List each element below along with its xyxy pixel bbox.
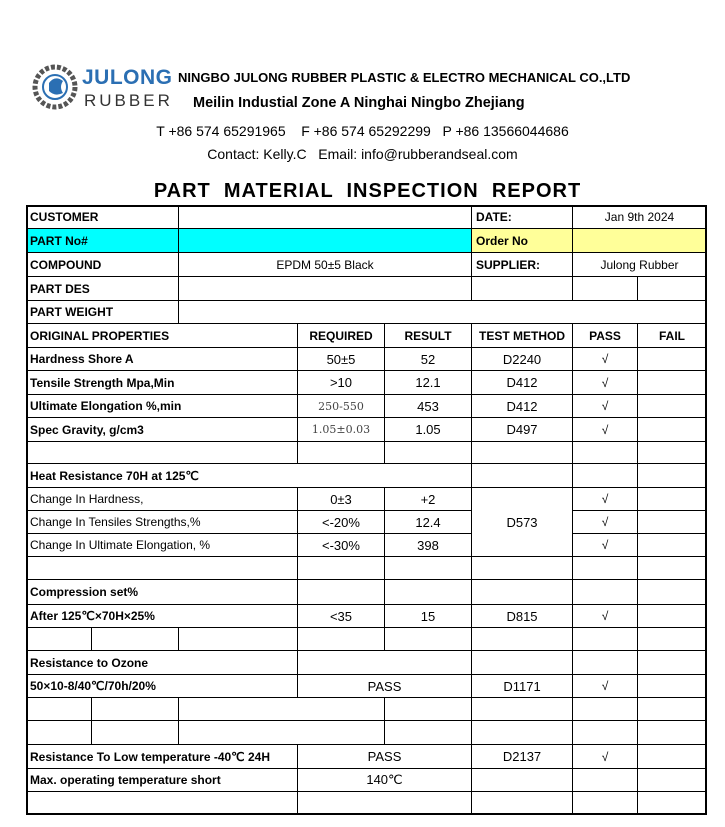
empty-cell xyxy=(573,628,638,651)
brand-name: JULONG xyxy=(82,66,173,89)
heat-elongation-required: <-30% xyxy=(298,534,385,557)
elongation-required: 250-550 xyxy=(298,395,385,418)
empty-cell xyxy=(26,721,92,745)
empty-cell xyxy=(472,792,573,815)
empty-cell xyxy=(573,442,638,464)
empty-cell xyxy=(573,651,638,675)
company-address: Meilin Industial Zone A Ninghai Ningbo Zhejiang xyxy=(193,95,525,111)
empty-cell xyxy=(385,442,472,464)
empty-cell xyxy=(26,628,92,651)
empty-cell xyxy=(638,442,707,464)
empty-cell xyxy=(638,277,707,301)
ozone-pass: √ xyxy=(573,675,638,698)
empty-cell xyxy=(179,628,298,651)
heat-elongation-fail xyxy=(638,534,707,557)
empty-cell xyxy=(472,580,573,605)
gravity-pass: √ xyxy=(573,418,638,442)
heat-hardness-fail xyxy=(638,488,707,511)
ozone-method: D1171 xyxy=(472,675,573,698)
empty-cell xyxy=(472,721,573,745)
ozone-name: 50×10-8/40℃/70h/20% xyxy=(26,675,298,698)
col-properties: ORIGINAL PROPERTIES xyxy=(26,324,298,348)
empty-cell xyxy=(179,721,385,745)
empty-cell xyxy=(472,651,573,675)
blank-row xyxy=(26,557,298,580)
part-weight-label: PART WEIGHT xyxy=(26,301,179,324)
empty-cell xyxy=(573,580,638,605)
empty-cell xyxy=(472,277,573,301)
low-temp-name: Resistance To Low temperature -40℃ 24H xyxy=(26,745,298,769)
col-required: REQUIRED xyxy=(298,324,385,348)
tensile-method: D412 xyxy=(472,371,573,395)
report-title: PART MATERIAL INSPECTION REPORT xyxy=(153,180,582,202)
elongation-pass: √ xyxy=(573,395,638,418)
heat-hardness-required: 0±3 xyxy=(298,488,385,511)
max-temp-result: 140℃ xyxy=(298,769,472,792)
contact-line: Contact: Kelly.C Email: info@rubberandseal.com xyxy=(207,146,518,162)
compound-value[interactable]: EPDM 50±5 Black xyxy=(179,253,472,277)
hardness-required: 50±5 xyxy=(298,348,385,371)
empty-cell xyxy=(298,651,472,675)
gravity-method: D497 xyxy=(472,418,573,442)
heat-hardness-name: Change In Hardness, xyxy=(26,488,298,511)
empty-cell xyxy=(385,557,472,580)
ozone-result: PASS xyxy=(298,675,472,698)
empty-cell xyxy=(638,580,707,605)
empty-cell xyxy=(472,698,573,721)
empty-cell xyxy=(298,628,385,651)
empty-cell xyxy=(573,464,638,488)
empty-cell xyxy=(638,792,707,815)
gravity-required: 1.05±0.03 xyxy=(298,418,385,442)
empty-cell xyxy=(92,698,179,721)
empty-cell xyxy=(26,698,92,721)
hardness-name: Hardness Shore A xyxy=(26,348,298,371)
elongation-name: Ultimate Elongation %,min xyxy=(26,395,298,418)
empty-cell xyxy=(638,557,707,580)
gravity-fail xyxy=(638,418,707,442)
customer-label: CUSTOMER xyxy=(26,205,179,229)
tensile-pass: √ xyxy=(573,371,638,395)
date-label: DATE: xyxy=(472,205,573,229)
empty-cell xyxy=(385,628,472,651)
heat-tensile-name: Change In Tensiles Strengths,% xyxy=(26,511,298,534)
empty-cell xyxy=(385,698,472,721)
supplier-value[interactable]: Julong Rubber xyxy=(573,253,707,277)
brand-subtitle: RUBBER xyxy=(84,91,173,110)
elongation-fail xyxy=(638,395,707,418)
elongation-result: 453 xyxy=(385,395,472,418)
empty-cell xyxy=(92,721,179,745)
compression-pass: √ xyxy=(573,605,638,628)
empty-cell xyxy=(573,698,638,721)
empty-cell xyxy=(638,628,707,651)
compression-name: After 125℃×70H×25% xyxy=(26,605,298,628)
tensile-fail xyxy=(638,371,707,395)
empty-cell xyxy=(472,442,573,464)
heat-elongation-result: 398 xyxy=(385,534,472,557)
phone-numbers: T +86 574 65291965 F +86 574 65292299 P +86 13566044686 xyxy=(156,123,569,139)
empty-cell xyxy=(638,721,707,745)
ozone-fail xyxy=(638,675,707,698)
heat-tensile-pass: √ xyxy=(573,511,638,534)
hardness-fail xyxy=(638,348,707,371)
hardness-pass: √ xyxy=(573,348,638,371)
blank-row xyxy=(26,442,298,464)
heat-tensile-required: <-20% xyxy=(298,511,385,534)
hardness-method: D2240 xyxy=(472,348,573,371)
heat-tensile-result: 12.4 xyxy=(385,511,472,534)
empty-cell xyxy=(638,464,707,488)
compression-result: 15 xyxy=(385,605,472,628)
elongation-method: D412 xyxy=(472,395,573,418)
tensile-required: >10 xyxy=(298,371,385,395)
empty-cell xyxy=(179,698,385,721)
empty-cell xyxy=(573,557,638,580)
low-temp-pass: √ xyxy=(573,745,638,769)
empty-cell xyxy=(385,721,472,745)
empty-cell xyxy=(472,557,573,580)
heat-title: Heat Resistance 70H at 125℃ xyxy=(26,464,472,488)
part-des-value[interactable] xyxy=(179,277,472,301)
empty-cell xyxy=(638,698,707,721)
company-name: NINGBO JULONG RUBBER PLASTIC & ELECTRO MECHANICAL CO.,LTD xyxy=(178,70,631,85)
heat-method: D573 xyxy=(472,488,573,557)
order-no-label: Order No xyxy=(472,229,573,253)
col-pass: PASS xyxy=(573,324,638,348)
col-result: RESULT xyxy=(385,324,472,348)
empty-cell xyxy=(573,792,638,815)
date-value[interactable]: Jan 9th 2024 xyxy=(573,205,707,229)
low-temp-fail xyxy=(638,745,707,769)
customer-value[interactable] xyxy=(179,205,472,229)
part-no-value[interactable] xyxy=(179,229,472,253)
empty-cell xyxy=(573,721,638,745)
empty-cell xyxy=(638,651,707,675)
empty-cell xyxy=(573,769,638,792)
compression-method: D815 xyxy=(472,605,573,628)
gravity-name: Spec Gravity, g/cm3 xyxy=(26,418,298,442)
low-temp-result: PASS xyxy=(298,745,472,769)
low-temp-method: D2137 xyxy=(472,745,573,769)
empty-cell xyxy=(472,769,573,792)
empty-cell xyxy=(472,464,573,488)
max-temp-name: Max. operating temperature short xyxy=(26,769,298,792)
empty-cell xyxy=(92,628,179,651)
ozone-title: Resistance to Ozone xyxy=(26,651,298,675)
heat-elongation-name: Change In Ultimate Elongation, % xyxy=(26,534,298,557)
empty-cell xyxy=(638,769,707,792)
supplier-label: SUPPLIER: xyxy=(472,253,573,277)
col-test-method: TEST METHOD xyxy=(472,324,573,348)
empty-cell xyxy=(573,277,638,301)
compound-label: COMPOUND xyxy=(26,253,179,277)
tensile-name: Tensile Strength Mpa,Min xyxy=(26,371,298,395)
blank-row xyxy=(26,792,298,815)
part-no-label: PART No# xyxy=(26,229,179,253)
heat-hardness-result: +2 xyxy=(385,488,472,511)
compression-fail xyxy=(638,605,707,628)
hardness-result: 52 xyxy=(385,348,472,371)
empty-cell xyxy=(298,557,385,580)
compression-title: Compression set% xyxy=(26,580,298,605)
heat-tensile-fail xyxy=(638,511,707,534)
order-no-value[interactable] xyxy=(573,229,707,253)
tensile-result: 12.1 xyxy=(385,371,472,395)
col-fail: FAIL xyxy=(638,324,707,348)
part-weight-value[interactable] xyxy=(179,301,707,324)
heat-elongation-pass: √ xyxy=(573,534,638,557)
empty-cell xyxy=(472,628,573,651)
gravity-result: 1.05 xyxy=(385,418,472,442)
part-des-label: PART DES xyxy=(26,277,179,301)
empty-cell xyxy=(385,580,472,605)
empty-cell xyxy=(298,580,385,605)
empty-cell xyxy=(298,442,385,464)
compression-required: <35 xyxy=(298,605,385,628)
inspection-table xyxy=(26,205,707,815)
heat-hardness-pass: √ xyxy=(573,488,638,511)
empty-cell xyxy=(298,792,472,815)
